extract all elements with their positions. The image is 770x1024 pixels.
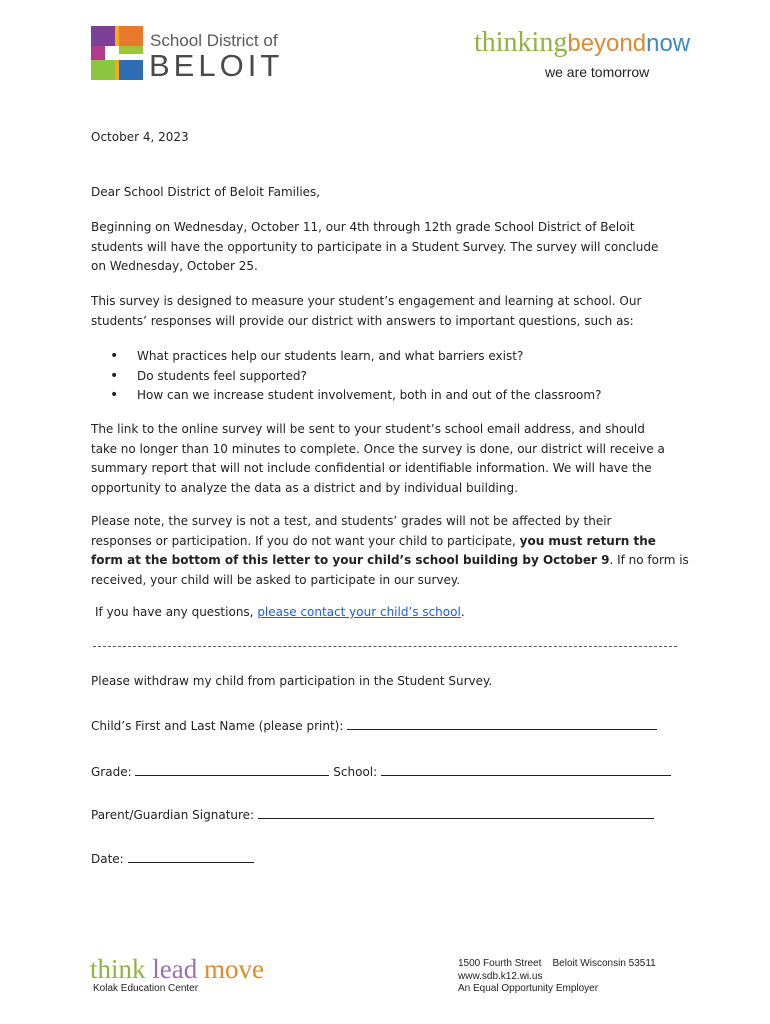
child-name-row: [91, 715, 681, 737]
contact-school-link[interactable]: please contact your child’s school: [257, 605, 461, 619]
paragraph-line: The link to the online survey will be sent to your student’s school email address, and should: [91, 422, 645, 436]
signature-label: Parent/Guardian Signature:: [91, 808, 255, 822]
think-lead-move-logo: [90, 954, 264, 985]
note-emphasis: form at the bottom of this letter to your child’s school building by October 9: [91, 553, 610, 567]
paragraph-purpose: [91, 292, 681, 331]
question-list: [110, 347, 601, 406]
letter-date: October 4, 2023: [91, 130, 189, 144]
paragraph-note: [91, 512, 689, 590]
subtagline: we are tomorrow: [545, 64, 650, 80]
withdraw-statement: Please withdraw my child from participation in the Student Survey.: [91, 674, 493, 688]
slogan-lead: lead: [152, 954, 198, 984]
questions-suffix: .: [460, 605, 465, 619]
tagline-beyond: beyond: [567, 30, 647, 57]
date-field[interactable]: [128, 848, 254, 863]
tagline-now: now: [646, 30, 691, 57]
paragraph-line: on Wednesday, October 25.: [91, 259, 258, 273]
logo-color-grid-icon: [91, 26, 143, 80]
district-name-line2: BELOIT: [149, 48, 284, 83]
school-field[interactable]: [381, 761, 671, 776]
paragraph-line: [91, 532, 681, 552]
website-text: www.sdb.k12.wi.us: [458, 970, 543, 982]
note-text: . If no form is: [609, 553, 689, 567]
signature-field[interactable]: [258, 804, 654, 819]
address-city: Beloit Wisconsin 53511: [552, 958, 656, 969]
tagline-logo: [474, 27, 690, 59]
child-name-label: Child’s First and Last Name (please print):: [91, 719, 344, 733]
date-row: [91, 848, 681, 870]
paragraph-line: [91, 551, 689, 571]
slogan-move: move: [204, 954, 264, 984]
list-item: • What practices help our students learn, and what barriers exist?: [110, 347, 601, 367]
district-name-line1: School District of: [150, 31, 278, 50]
footer-address-block: [458, 958, 656, 996]
questions-line: [95, 603, 685, 623]
tagline-thinking: thinking: [474, 27, 568, 58]
paragraph-line: take no longer than 10 minutes to complete. Once the survey is done, our district will receive a: [91, 441, 665, 456]
paragraph-line: students will have the opportunity to participate in a Student Survey. The survey will conclude: [91, 239, 659, 254]
questions-prefix: If you have any questions,: [95, 605, 258, 619]
grade-school-row: [91, 761, 681, 783]
note-text: responses or participation. If you do not want your child to participate,: [91, 533, 520, 548]
education-center-name: Kolak Education Center: [93, 983, 199, 994]
slogan-think: think: [90, 954, 146, 984]
paragraph-line: Beginning on Wednesday, October 11, our 4th through 12th grade School District of Beloit: [91, 220, 635, 234]
grade-field[interactable]: [135, 761, 329, 776]
date-label: Date:: [91, 852, 124, 866]
address-street: 1500 Fourth Street: [458, 958, 542, 969]
paragraph-survey-link: [91, 420, 681, 498]
note-emphasis: you must return the: [519, 533, 656, 548]
paragraph-line: received, your child will be asked to participate in our survey.: [91, 572, 461, 587]
paragraph-line: opportunity to analyze the data as a district and by individual building.: [91, 480, 518, 495]
grade-label: Grade:: [91, 765, 132, 779]
child-name-field[interactable]: [347, 715, 657, 730]
employer-note: An Equal Opportunity Employer: [458, 983, 599, 994]
school-label: School:: [333, 765, 378, 779]
paragraph-line: This survey is designed to measure your student’s engagement and learning at school. Our: [91, 294, 642, 308]
paragraph-line: students’ responses will provide our district with answers to important questions, such as:: [91, 313, 634, 328]
list-item: • Do students feel supported?: [110, 367, 601, 387]
paragraph-intro: [91, 218, 681, 277]
salutation: Dear School District of Beloit Families,: [91, 185, 321, 199]
list-item: • How can we increase student involvement, both in and out of the classroom?: [110, 386, 601, 406]
address-line: [458, 958, 656, 971]
signature-row: [91, 804, 681, 826]
paragraph-line: summary report that will not include confidential or identifiable information. We will have the: [91, 461, 652, 475]
cut-line-divider: [93, 646, 677, 647]
paragraph-line: Please note, the survey is not a test, and students’ grades will not be affected by their: [91, 514, 612, 528]
